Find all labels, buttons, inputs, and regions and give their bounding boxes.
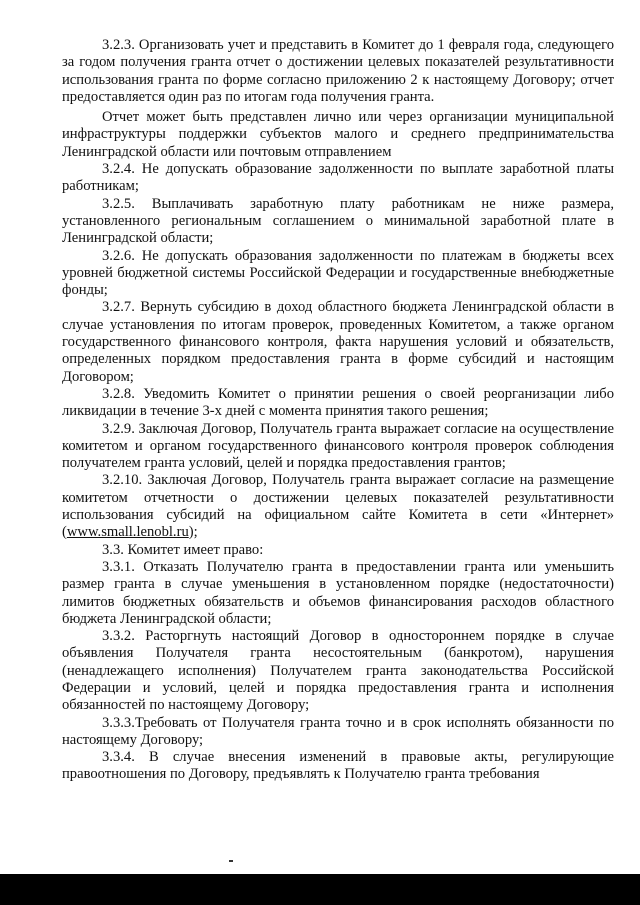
paragraph-3-3-2: 3.3.2. Расторгнуть настоящий Договор в одностороннем порядке в случае объявления Получателя гранта несостоятельным (банкротом), нарушения (ненадлежащего исполнения) Получателем гранта законодательства Российской Федерации и условий, целей и порядка предоставления гранта и исполнения обязанностей по настоящему Договору; [62,628,614,714]
paragraph-3-2-9: 3.2.9. Заключая Договор, Получатель гранта выражает согласие на осуществление комитетом и органом государственного финансового контроля проверок соблюдения получателем гранта условий, целей и порядка предоставления грантов; [62,420,614,472]
document-body [62,37,614,784]
paragraph-3-2-7: 3.2.7. Вернуть субсидию в доход областного бюджета Ленинградской области в случае установления по итогам проверок, проведенных Комитетом, а также органом государственного финансового контроля, факта нарушения условий и обязательств, определенных порядком предоставления гранта в форме субсидий и настоящим Договором; [62,299,614,385]
scan-mark [229,860,233,862]
paragraph-3-2-10-end: ); [188,524,198,541]
paragraph-3-2-3: 3.2.3. Организовать учет и представить в Комитет до 1 февраля года, следующего за годом получения гранта отчет о достижении целевых показателей результативности использования гранта по форме согласно приложению 2 к настоящему Договору; отчет предоставляется один раз по итогам года получения гранта. [62,37,614,105]
paragraph-3-2-10 [62,472,614,541]
scan-bottom-band [0,874,640,905]
paragraph-3-3-1: 3.3.1. Отказать Получателю гранта в предоставлении гранта или уменьшить размер гранта в случае уменьшения в установленном порядке (недостаточности) лимитов бюджетных обязательств и объемов финансирования расходов областного бюджета Ленинградской области; [62,558,614,627]
paragraph-3-2-10-text: 3.2.10. Заключая Договор, Получатель гранта выражает согласие на размещение комитетом отчетности о достижении целевых показателей результативности использования субсидий на официальном сайте Комитета в сети «Интернет» ( [62,472,614,541]
paragraph-3-2-5: 3.2.5. Выплачивать заработную плату работникам не ниже размера, установленного региональным соглашением о минимальной заработной плате в Ленинградской области; [62,195,614,247]
paragraph-3-2-8: 3.2.8. Уведомить Комитет о принятии решения о своей реорганизации либо ликвидации в течение 3-х дней с момента принятия такого решения; [62,385,614,420]
paragraph-report-note: Отчет может быть представлен лично или через организации муниципальной инфраструктуры поддержки субъектов малого и среднего предпринимательства Ленинградской области или почтовым отправлением [62,109,614,160]
paragraph-3-3-4: 3.3.4. В случае внесения изменений в правовые акты, регулирующие правоотношения по Договору, предъявлять к Получателю гранта требования [62,749,614,783]
paragraph-3-3-3: 3.3.3.Требовать от Получателя гранта точно и в срок исполнять обязанности по настоящему Договору; [62,714,614,748]
website-link[interactable]: www.small.lenobl.ru [66,524,189,541]
paragraph-3-3: 3.3. Комитет имеет право: [102,541,264,558]
paragraph-3-2-6: 3.2.6. Не допускать образования задолженности по платежам в бюджеты всех уровней бюджетной системы Российской Федерации и государственные внебюджетные фонды; [62,247,614,299]
paragraph-3-2-4: 3.2.4. Не допускать образование задолженности по выплате заработной платы работникам; [62,161,614,195]
